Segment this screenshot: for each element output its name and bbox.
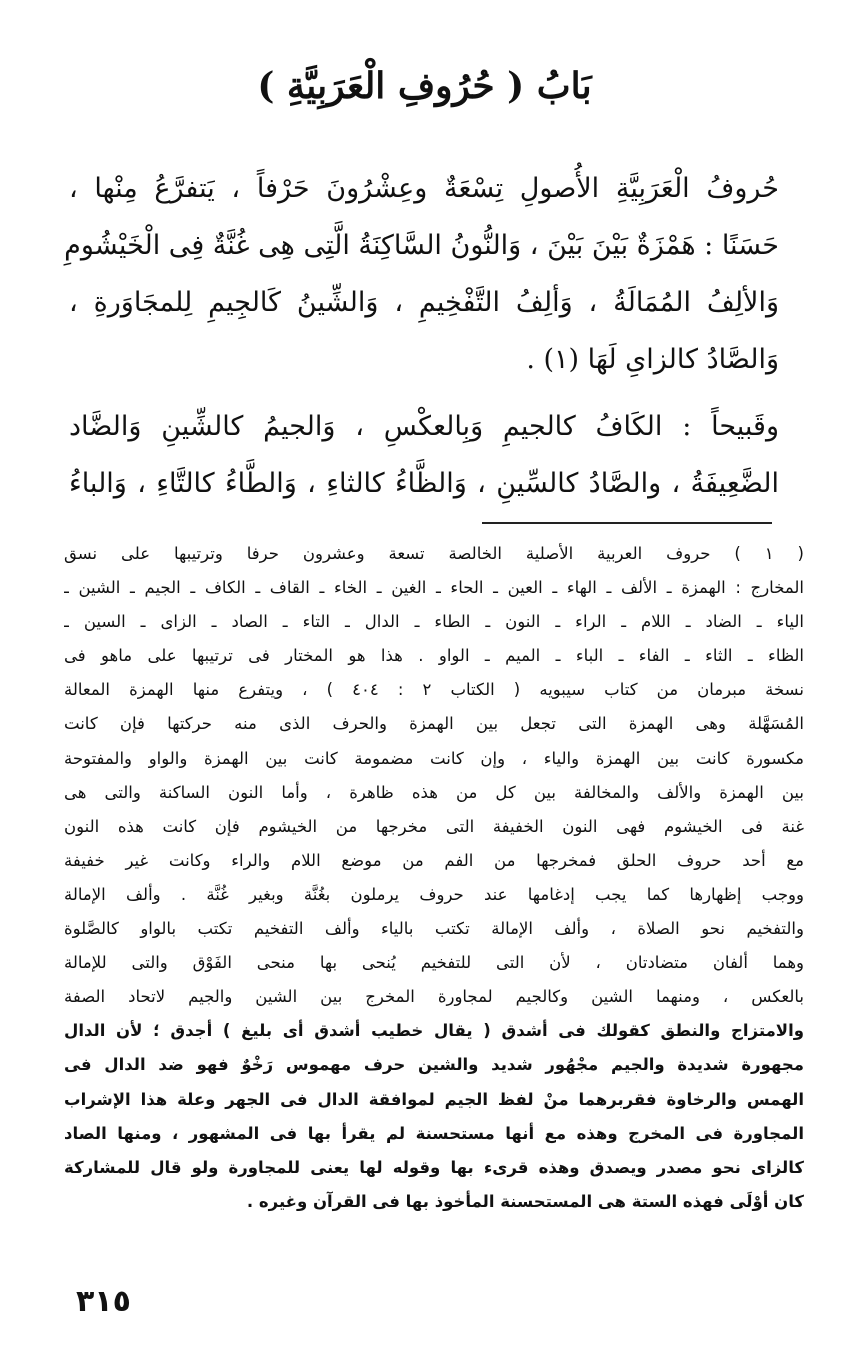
footnote-line: مع أحد حروف الحلق فمخرجها من الفم من موضع اللام والراء وكانت غير خفيفة bbox=[64, 850, 804, 870]
footnote-line: الهمس والرخاوة فقربرهما منْ لفظ الجيم لموافقة الدال فى الجهر وعلة هذا الإشراب bbox=[64, 1089, 804, 1109]
footnote-line: المجاورة فى المخرج وهذه مع أنها مستحسنة لم يقرأ بها فى المشهور ، ومنها الصاد bbox=[64, 1123, 804, 1143]
text-line: حَسَنًا : هَمْزَةٌ بَيْنَ بَيْنَ ، وَالنُّونُ السَّاكِنَةُ الَّتِى هِى غُنَّةٌ فِى الْخَيْشُومِ bbox=[64, 230, 779, 261]
chapter-title: بَابُ ( حُرُوفِ الْعَرَبِيَّةِ ) bbox=[257, 65, 592, 107]
footnote-line: غنة فى الخيشوم فهى النون الخفيفة التى مخرجها من الخيشوم فإن كانت هذه النون bbox=[64, 816, 804, 836]
footnote-line: كالزاى نحو مصدر ويصدق وهذه قرىء بها وقوله لها يعنى للمجاورة ولو قال للمشاركة bbox=[64, 1157, 804, 1177]
text-line: وَالألِفُ المُمَالَةُ ، وَألِفُ التَّفْخِيمِ ، وَالشِّينُ كَالجِيمِ لِلمجَاوَرةِ ، bbox=[69, 287, 779, 318]
footnote-line: ووجب إظهارها كما يجب إدغامها عند حروف يرملون بغُنَّة وبغير غُنَّة . وألف الإمالة bbox=[64, 884, 804, 904]
main-paragraph-2 bbox=[69, 398, 779, 512]
footnote-line: المُسَهَّلة وهى الهمزة التى تجعل بين الهمزة والحرف الذى منه حركتها فإن كانت bbox=[64, 714, 804, 734]
footnote-line: المخارج : الهمزة ـ الألف ـ الهاء ـ العين ـ الحاء ـ الغين ـ الخاء ـ القاف ـ الكاف ـ الجيم ـ الشين ـ bbox=[64, 578, 804, 598]
footnote-line: نسخة مبرمان من كتاب سيبويه ( الكتاب ٢ : ٤٠٤ ) ، ويتفرع منها الهمزة المعالة bbox=[64, 680, 804, 700]
footnote-line: مكسورة كانت بين الهمزة والياء ، وإن كانت مضمومة كانت بين الهمزة والواو والمفتوحة bbox=[64, 748, 804, 768]
footnote bbox=[64, 537, 804, 1219]
footnote-line: كان أوْلَى فهذه الستة هى المستحسنة المأخوذ بها فى القرآن وغيره . bbox=[246, 1191, 804, 1211]
main-paragraph-1 bbox=[64, 160, 779, 388]
footnote-line: ( ١ ) حروف العربية الأصلية الخالصة تسعة وعشرون حرفا وترتيبها على نسق bbox=[64, 544, 804, 563]
text-line: وقَبيحاً : الكَافُ كالجيمِ وَبِالعكْسِ ، وَالجيمُ كالشِّينِ وَالضَّاد bbox=[69, 411, 779, 442]
footnote-line: مجهورة شديدة والجيم مجْهُور شديد والشين حرف مهموس رَخْوٌ فهو ضد الدال فى bbox=[64, 1055, 804, 1075]
text-line: وَالصَّادُ كالزاىِ لَهَا (١) . bbox=[526, 344, 779, 375]
text-line: حُروفُ الْعَرَبِيَّةِ الأُصولِ تِسْعَةٌ وعِشْرُونَ حَرْفاً ، يَتفرَّعُ مِنْها ، bbox=[69, 173, 779, 204]
footnote-separator bbox=[482, 522, 772, 524]
text-line: الضَّعِيفَةُ ، والصَّادُ كالسِّينِ ، وَالظَّاءُ كالثاءِ ، وَالطَّاءُ كالتَّاءِ ، وَالباءُ bbox=[69, 468, 779, 499]
footnote-line: بين الهمزة والألف والمخالفة بين كل من هذه ظاهرة ، وأما النون الساكنة والتى هى bbox=[64, 782, 804, 802]
footnote-line: الياء ـ الضاد ـ اللام ـ الراء ـ النون ـ الطاء ـ الدال ـ التاء ـ الصاد ـ الزاى ـ السين ـ bbox=[64, 612, 804, 632]
footnote-line: الظاء ـ الثاء ـ الفاء ـ الباء ـ الميم ـ الواو . هذا هو المختار فى ترتيبها على ماهو فى bbox=[64, 646, 804, 666]
footnote-line: والامتزاج والنطق كقولك فى أشدق ( يقال خطيب أشدق أى بليغ ) أجدق ؛ لأن الدال bbox=[64, 1021, 804, 1041]
footnote-line: وهما ألفان متضادتان ، لأن التى للتفخيم يُنحى بها منحى الفَوْق والتى للإمالة bbox=[64, 953, 804, 973]
page-number: ٣١٥ bbox=[76, 1284, 131, 1319]
footnote-line: بالعكس ، ومنهما الشين وكالجيم لمجاورة المخرج بين الشين والجيم لاتحاد الصفة bbox=[64, 987, 804, 1007]
footnote-line: والتفخيم نحو الصلاة ، وألف الإمالة تكتب بالياء وألف التفخيم تكتب بالواو كالصَّلوة bbox=[64, 919, 804, 939]
